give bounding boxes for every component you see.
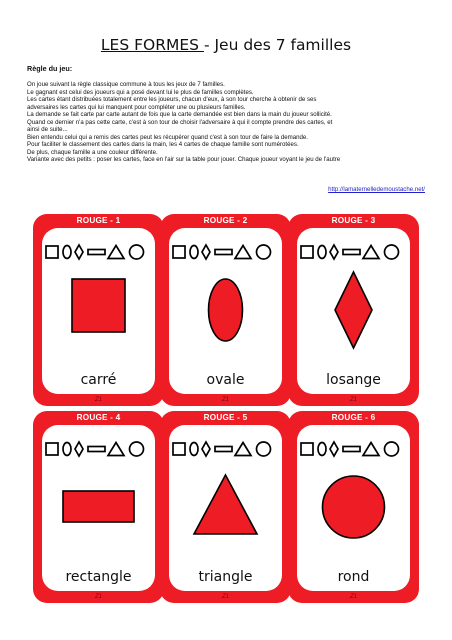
rules-line: La demande se fait carte par carte autant de fois que la carte demandée est bien dans la main du joueur sollicité.	[27, 111, 332, 119]
rules-line: Pour faciliter le classement des cartes dans la main, les 4 cartes de chaque famille sont numérotées.	[27, 141, 299, 149]
square-icon	[173, 246, 185, 258]
triangle-icon	[363, 246, 379, 259]
rectangle-fill	[63, 491, 134, 522]
rules-line: De plus, chaque famille a une couleur différente.	[27, 148, 158, 156]
card-name: rond	[337, 569, 370, 585]
diamond-icon	[202, 245, 210, 259]
oval-icon	[318, 246, 326, 259]
card-footer: Z1	[221, 397, 229, 403]
oval-icon	[190, 246, 198, 259]
circle-fill	[323, 476, 385, 538]
diamond-icon	[202, 442, 210, 456]
card-face	[169, 425, 282, 591]
rules-line: On joue suivant la règle classique commune à tous les jeux de 7 familles.	[27, 81, 225, 88]
rules-line: adversaires les cartes qui lui manquent pour compléter une ou plusieurs familles.	[27, 103, 246, 111]
square-fill	[72, 279, 125, 332]
oval-icon	[318, 443, 326, 456]
card-name: carré	[80, 372, 117, 388]
shape-icons-row	[169, 243, 282, 261]
rules-line: Bien entendu celui qui a remis des cartes peut les récupérer quand c'est à son tour de faire la demande.	[27, 133, 308, 141]
card-name: ovale	[206, 372, 245, 388]
rectangle-icon	[215, 447, 232, 452]
rules-line: Variante avec des petits : poser les cartes, face en l'air sur la table pour jouer. Chaque joueur voyant le jeu de l'autre	[27, 156, 341, 164]
title-rest: - Jeu des 7 familles	[203, 36, 352, 54]
title-main: LES FORMES	[100, 36, 204, 54]
triangle-icon	[235, 443, 251, 456]
rules-line: Quand ce dernier n'a pas cette carte, c'est à son tour de choisir l'adversaire à qui il compte prendre des cartes, et	[27, 118, 333, 126]
diamond-icon	[75, 245, 83, 259]
shape-icons-row	[42, 243, 155, 261]
rules-line: Les cartes étant distribuées totalement entre les joueurs, chacun d'eux, à son tour cherche à obtenir de ses	[27, 96, 317, 104]
card-rouge-2	[160, 214, 291, 406]
card-footer: Z1	[221, 594, 229, 600]
rectangle-shape	[42, 463, 155, 553]
card-face	[169, 228, 282, 394]
card-rouge-5	[160, 411, 291, 603]
shape-icons-row	[42, 440, 155, 458]
oval-fill	[209, 279, 243, 341]
circle-shape	[297, 463, 410, 553]
oval-shape	[169, 266, 282, 356]
card-header: ROUGE - 6	[331, 413, 376, 422]
circle-icon	[257, 245, 271, 259]
rules-line: ainsi de suite...	[27, 126, 68, 134]
diamond-icon	[330, 442, 338, 456]
card-header: ROUGE - 4	[76, 413, 121, 422]
page-title	[0, 36, 452, 54]
oval-icon	[63, 246, 71, 259]
shape-icons-row	[169, 440, 282, 458]
diamond-icon	[75, 442, 83, 456]
circle-icon	[257, 442, 271, 456]
square-icon	[46, 246, 58, 258]
card-face	[297, 425, 410, 591]
card-header: ROUGE - 1	[76, 216, 121, 225]
diamond-icon	[330, 245, 338, 259]
card-face	[42, 425, 155, 591]
card-header: ROUGE - 3	[331, 216, 376, 225]
card-name: rectangle	[65, 569, 132, 585]
rules-heading: Règle du jeu:	[27, 64, 73, 73]
triangle-icon	[235, 246, 251, 259]
circle-icon	[385, 245, 399, 259]
card-rouge-1	[33, 214, 164, 406]
rules-text	[27, 81, 437, 164]
circle-icon	[130, 245, 144, 259]
card-rouge-4	[33, 411, 164, 603]
circle-icon	[130, 442, 144, 456]
triangle-fill	[194, 475, 257, 534]
website-link[interactable]: http://lamaternelledemoustache.net/	[328, 186, 425, 193]
rectangle-icon	[88, 250, 105, 255]
square-icon	[173, 443, 185, 455]
oval-icon	[63, 443, 71, 456]
shape-icons-row	[297, 440, 410, 458]
circle-icon	[385, 442, 399, 456]
card-name: losange	[326, 372, 381, 388]
card-face	[297, 228, 410, 394]
card-footer: Z1	[349, 397, 357, 403]
rectangle-icon	[343, 250, 360, 255]
card-face	[42, 228, 155, 394]
card-name: triangle	[198, 569, 253, 585]
card-header: ROUGE - 5	[203, 413, 248, 422]
square-icon	[301, 443, 313, 455]
triangle-icon	[108, 443, 124, 456]
card-rouge-6	[288, 411, 419, 603]
rules-line: Le gagnant est celui des joueurs qui a posé devant lui le plus de familles complètes.	[27, 88, 254, 96]
rectangle-icon	[343, 447, 360, 452]
oval-icon	[190, 443, 198, 456]
card-footer: Z1	[94, 594, 102, 600]
triangle-icon	[363, 443, 379, 456]
square-shape	[42, 266, 155, 356]
square-icon	[301, 246, 313, 258]
square-icon	[46, 443, 58, 455]
diamond-shape	[297, 266, 410, 356]
card-footer: Z1	[94, 397, 102, 403]
triangle-shape	[169, 463, 282, 553]
rectangle-icon	[88, 447, 105, 452]
card-header: ROUGE - 2	[203, 216, 248, 225]
diamond-fill	[335, 272, 372, 348]
card-rouge-3	[288, 214, 419, 406]
shape-icons-row	[297, 243, 410, 261]
triangle-icon	[108, 246, 124, 259]
rectangle-icon	[215, 250, 232, 255]
card-footer: Z1	[349, 594, 357, 600]
